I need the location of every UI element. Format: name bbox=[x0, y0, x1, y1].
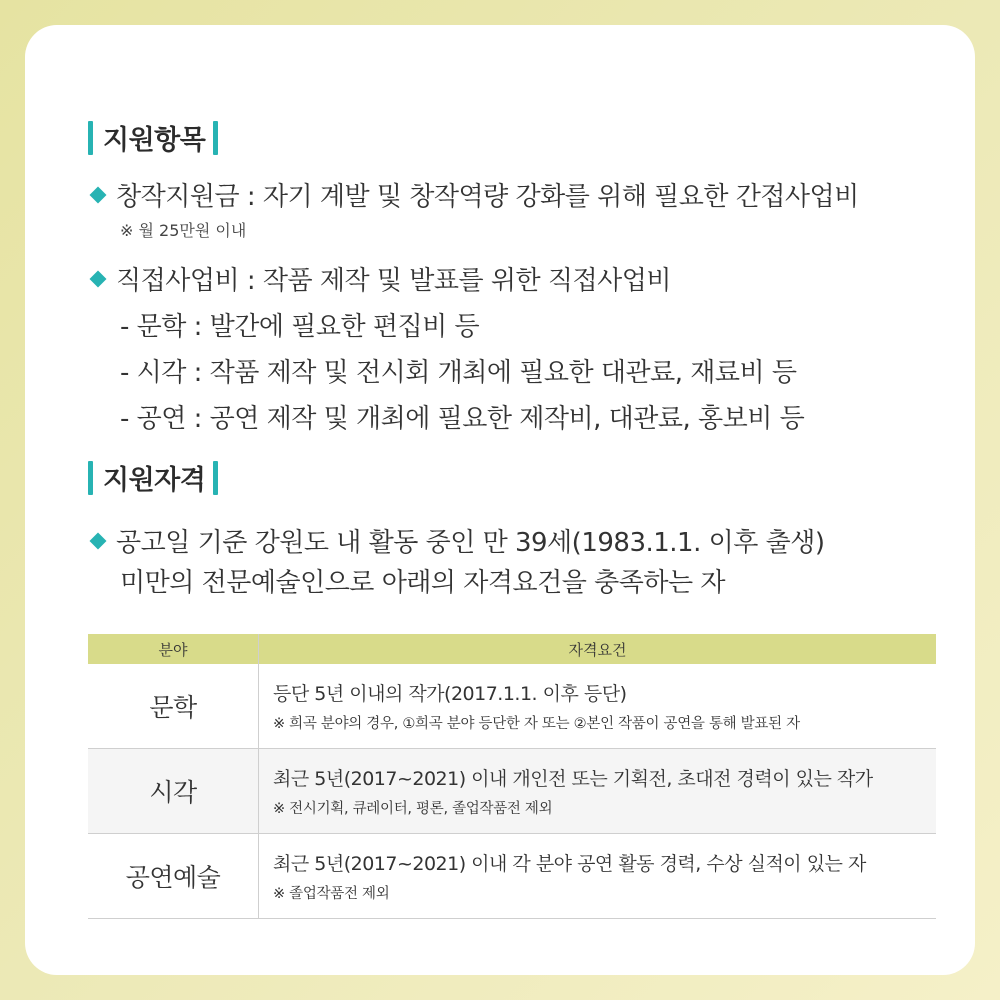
field-cell: 시각 bbox=[88, 749, 259, 834]
creation-fund-note: ※ 월 25만원 이내 bbox=[120, 221, 247, 240]
creation-fund-text: 창작지원금 : 자기 계발 및 창작역량 강화를 위해 필요한 간접사업비 bbox=[116, 182, 859, 212]
table-row bbox=[88, 834, 936, 919]
qualification-table bbox=[88, 634, 936, 919]
requirement-text: 등단 5년 이내의 작가(2017.1.1. 이후 등단) bbox=[273, 683, 627, 705]
direct-costs-visual: - 시각 : 작품 제작 및 전시회 개최에 필요한 대관료, 재료비 등 bbox=[120, 358, 797, 388]
requirement-cell bbox=[259, 664, 937, 749]
field-cell: 문학 bbox=[88, 664, 259, 749]
diamond-bullet-icon bbox=[90, 532, 107, 549]
requirement-text: 최근 5년(2017~2021) 이내 개인전 또는 기획전, 초대전 경력이 있는 작가 bbox=[273, 768, 873, 790]
requirement-note: ※ 희곡 분야의 경우, ①희곡 분야 등단한 자 또는 ②본인 작품이 공연을 통해 발표된 자 bbox=[273, 716, 800, 732]
eligibility-line2: 미만의 전문예술인으로 아래의 자격요건을 충족하는 자 bbox=[120, 568, 725, 598]
diamond-bullet-icon bbox=[90, 186, 107, 203]
heading-bar-right bbox=[213, 121, 218, 155]
table-header-row bbox=[88, 634, 936, 664]
direct-costs-text: 직접사업비 : 작품 제작 및 발표를 위한 직접사업비 bbox=[116, 266, 671, 296]
table-row bbox=[88, 664, 936, 749]
section-title: 지원항목 bbox=[103, 125, 206, 156]
direct-costs-literature: - 문학 : 발간에 필요한 편집비 등 bbox=[120, 312, 480, 342]
eligibility-item bbox=[88, 522, 825, 559]
heading-bar-right bbox=[213, 461, 218, 495]
header-requirements: 자격요건 bbox=[259, 634, 937, 664]
requirement-note: ※ 전시기획, 큐레이터, 평론, 졸업작품전 제외 bbox=[273, 801, 553, 817]
diamond-bullet-icon bbox=[90, 270, 107, 287]
creation-fund-item bbox=[88, 176, 859, 213]
section-title: 지원자격 bbox=[103, 465, 206, 496]
eligibility-line1: 공고일 기준 강원도 내 활동 중인 만 39세(1983.1.1. 이후 출생) bbox=[116, 528, 825, 558]
direct-costs-performance: - 공연 : 공연 제작 및 개최에 필요한 제작비, 대관료, 홍보비 등 bbox=[120, 404, 805, 434]
section-heading-eligibility bbox=[88, 458, 218, 497]
heading-bar-left bbox=[88, 461, 93, 495]
heading-bar-left bbox=[88, 121, 93, 155]
requirement-cell bbox=[259, 749, 937, 834]
requirement-note: ※ 졸업작품전 제외 bbox=[273, 886, 390, 902]
header-field: 분야 bbox=[88, 634, 259, 664]
section-heading-support-items bbox=[88, 118, 218, 157]
field-cell: 공연예술 bbox=[88, 834, 259, 919]
table-row bbox=[88, 749, 936, 834]
direct-costs-item bbox=[88, 260, 671, 297]
requirement-text: 최근 5년(2017~2021) 이내 각 분야 공연 활동 경력, 수상 실적이 있는 자 bbox=[273, 853, 866, 875]
requirement-cell bbox=[259, 834, 937, 919]
